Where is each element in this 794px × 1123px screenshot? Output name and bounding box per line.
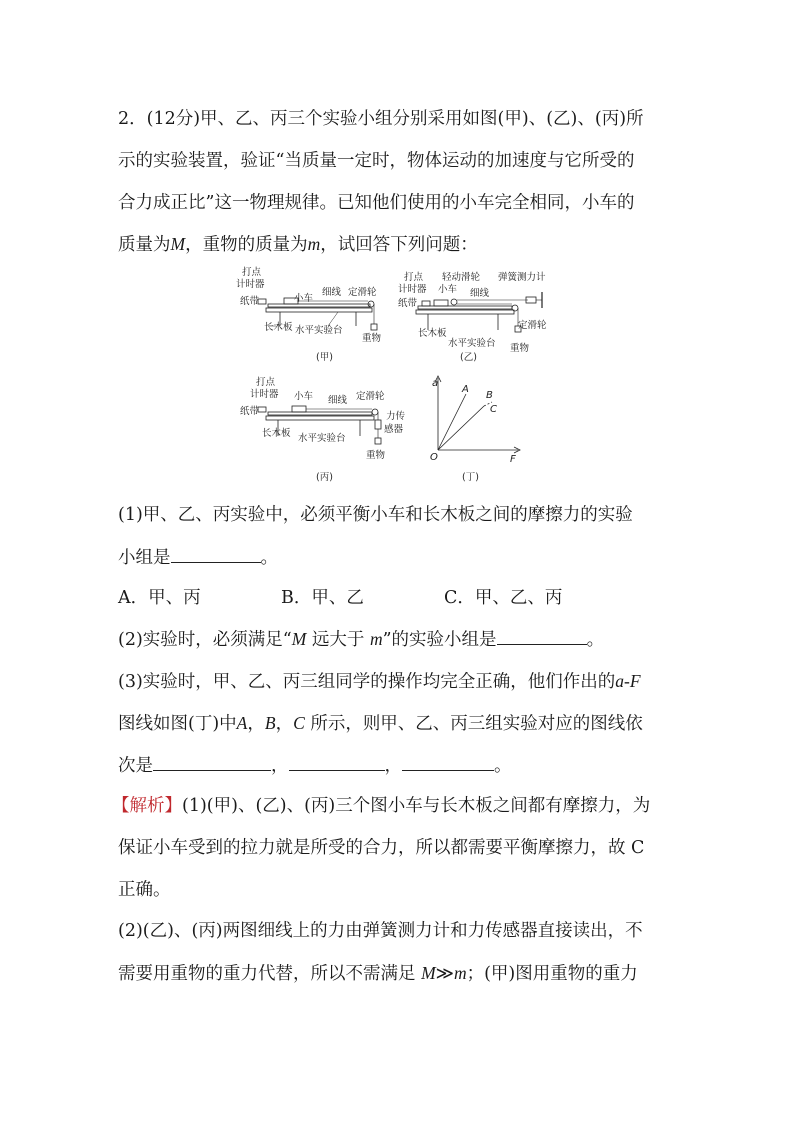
answer-blank[interactable] (171, 546, 261, 563)
mass-m: m (307, 234, 321, 254)
answer-blank[interactable] (289, 754, 385, 771)
fig-label: 小车 (294, 293, 314, 304)
figure-bing (240, 376, 406, 483)
fig-label: 细线 (322, 287, 342, 298)
curve-C: C (293, 713, 305, 733)
fig-label: 细线 (470, 288, 490, 299)
answer-blank[interactable] (497, 628, 587, 645)
problem-text: 质量为 (118, 235, 171, 255)
a-F-graph: a-F (615, 671, 641, 691)
q3-text: 次是 (118, 756, 153, 776)
q1-option-a: A．甲、丙 (118, 588, 201, 608)
problem-line-3: 合力成正比”这一物理规律。已知他们使用的小车完全相同，小车的 (118, 193, 635, 213)
q3-text: 所示，则甲、乙、丙三组实验对应的图线依 (304, 714, 643, 734)
analysis-text: 需要用重物的重力代替，所以不需满足 (118, 964, 422, 984)
q1-line-2 (118, 546, 278, 569)
q1-line-1: (1)甲、乙、丙实验中，必须平衡小车和长木板之间的摩擦力的实验 (118, 505, 633, 525)
separator: ， (384, 756, 402, 776)
fig-caption: (乙) (460, 352, 477, 363)
problem-text: ，试回答下列问题： (320, 235, 478, 255)
fig-label: 打点 (256, 377, 276, 388)
experiment-figures (228, 264, 573, 484)
fig-label: 长木板 (262, 428, 291, 439)
answer-blank[interactable] (153, 754, 271, 771)
q3-line-2 (118, 712, 643, 735)
q1-text: 小组是 (118, 548, 171, 568)
mass-M: M (291, 629, 307, 649)
curve-B: B (264, 713, 276, 733)
fig-label: 计时器 (250, 389, 279, 400)
mass-M: M (170, 234, 186, 254)
figure-jia (236, 266, 382, 363)
fig-label: 力传 (386, 411, 406, 422)
q3-text: (3)实验时，甲、乙、丙三组同学的操作均完全正确，他们作出的 (118, 672, 616, 692)
separator: 。 (494, 756, 512, 776)
mass-m: m (453, 963, 467, 983)
q3-text: 图线如图(丁)中 (118, 714, 237, 734)
fig-label: 打点 (404, 272, 424, 283)
fig-label: C (490, 404, 497, 415)
answer-blank[interactable] (402, 754, 494, 771)
fig-label: 定滑轮 (518, 320, 547, 331)
fig-label: 感器 (384, 424, 404, 435)
q3-line-1 (118, 670, 641, 693)
fig-label: 重物 (366, 450, 386, 461)
fig-label: 长木板 (418, 328, 447, 339)
fig-label: 弹簧测力计 (498, 272, 546, 283)
fig-label: 纸带 (240, 296, 260, 307)
fig-label: F (510, 454, 516, 465)
fig-label: 打点 (242, 267, 262, 278)
analysis-line-3: 正确。 (118, 880, 171, 900)
analysis-text: ；(甲)图用重物的重力 (466, 964, 638, 984)
fig-label: 计时器 (236, 279, 265, 290)
problem-text: ，重物的质量为 (185, 235, 308, 255)
fig-label: 水平实验台 (298, 433, 346, 444)
analysis-line-4: (2)(乙)、(丙)两图细线上的力由弹簧测力计和力传感器直接读出，不 (118, 921, 643, 941)
fig-caption: (甲) (316, 352, 333, 363)
figure-yi (398, 271, 547, 363)
fig-label: 轻动滑轮 (442, 272, 481, 283)
fig-label: 长木板 (264, 322, 293, 333)
q2-text: 远大于 (306, 630, 370, 650)
mass-M: M (421, 963, 436, 983)
fig-label: 重物 (510, 343, 530, 354)
q3-line-3 (118, 754, 512, 777)
figure-ding (430, 376, 520, 483)
fig-label: 计时器 (398, 284, 427, 295)
fig-label: 纸带 (398, 298, 418, 309)
analysis-line-2: 保证小车受到的拉力就是所受的合力，所以都需要平衡摩擦力，故 C (118, 838, 645, 858)
separator: ， (271, 756, 289, 776)
much-greater-symbol: ≫ (435, 964, 454, 984)
analysis-tag: 【解析】 (112, 796, 182, 816)
fig-label: A (462, 384, 469, 395)
fig-label: 重物 (362, 333, 382, 344)
analysis-line-5 (118, 962, 638, 985)
curve-A: A (236, 713, 248, 733)
fig-label: 细线 (328, 395, 348, 406)
fig-caption: (丙) (316, 472, 333, 483)
fig-label: a (432, 378, 439, 389)
analysis-text: (1)(甲)、(乙)、(丙)三个图小车与长木板之间都有摩擦力，为 (182, 796, 651, 816)
problem-line-2: 示的实验装置，验证“当质量一定时，物体运动的加速度与它所受的 (118, 151, 635, 171)
fig-label: 纸带 (240, 406, 260, 417)
q2-text: (2)实验时，必须满足“ (118, 630, 292, 650)
analysis-line-1 (112, 795, 650, 817)
q1-option-c: C．甲、乙、丙 (444, 588, 563, 608)
q2-text: ”的实验小组是 (382, 630, 497, 650)
fig-label: 水平实验台 (448, 338, 496, 349)
q2-text: 。 (586, 630, 605, 650)
fig-label: 水平实验台 (295, 325, 343, 336)
q1-option-b: B．甲、乙 (281, 588, 364, 608)
problem-line-1: 2．(12分)甲、乙、丙三个实验小组分别采用如图(甲)、(乙)、(丙)所 (118, 109, 644, 129)
fig-label: O (430, 452, 438, 463)
fig-label: 小车 (438, 284, 458, 295)
problem-line-4 (118, 233, 478, 256)
fig-label: 定滑轮 (356, 391, 385, 402)
separator: ， (275, 714, 294, 734)
fig-caption: (丁) (462, 472, 479, 483)
fig-label: B (486, 390, 493, 401)
fig-label: 定滑轮 (348, 287, 377, 298)
fig-label: 小车 (294, 391, 314, 402)
mass-m: m (369, 629, 383, 649)
q1-text: 。 (260, 548, 278, 568)
q2-line (118, 628, 604, 651)
separator: ， (247, 714, 265, 734)
